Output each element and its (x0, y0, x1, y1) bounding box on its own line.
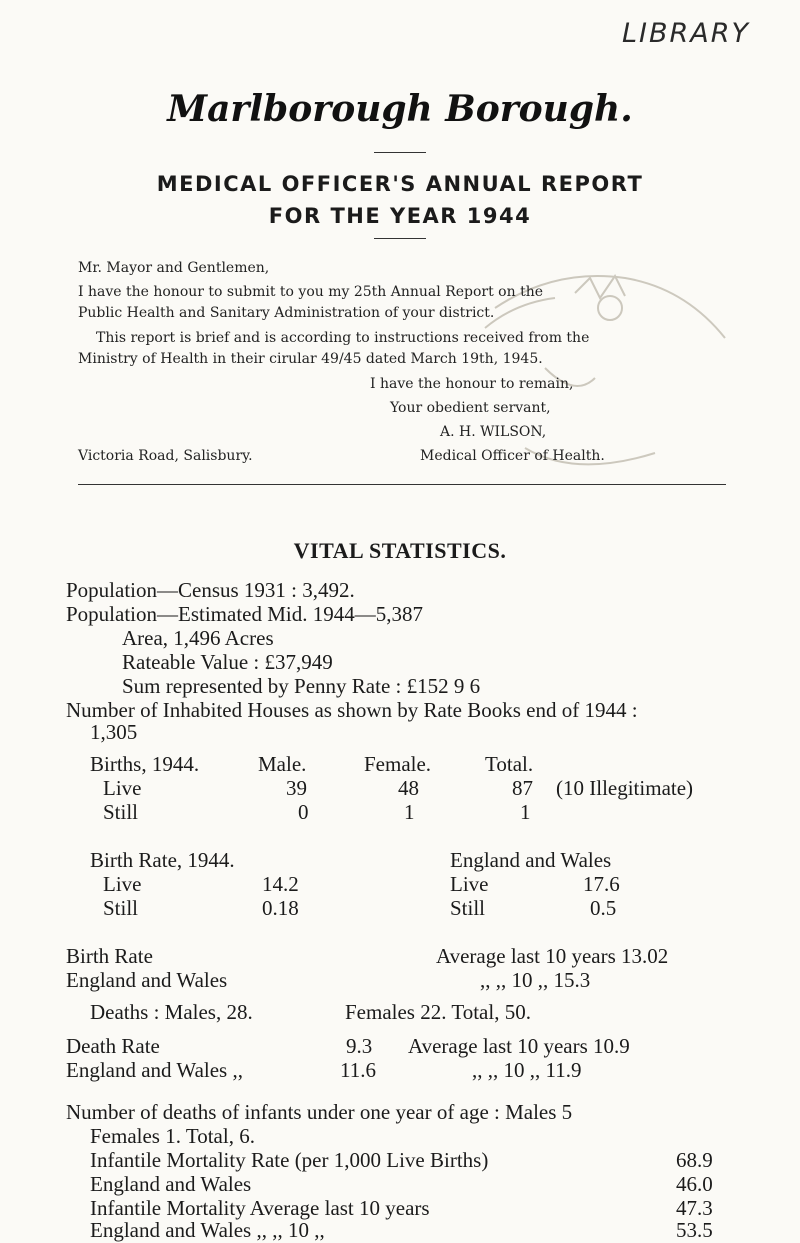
infant-mortality-rate-label: Infantile Mortality Rate (per 1,000 Live Births) (90, 1148, 489, 1172)
rateable-value: Rateable Value : £37,949 (122, 650, 333, 674)
infant-mortality-rate-value: 68.9 (676, 1148, 713, 1172)
ew-still-rate: 0.5 (590, 896, 617, 920)
ew-death-rate-avg: ,, ,, 10 ,, 11.9 (472, 1058, 582, 1082)
heading-divider (374, 238, 426, 239)
local-live-label: Live (103, 872, 142, 896)
signatory-name: A. H. WILSON, (440, 424, 547, 440)
inhabited-houses: Number of Inhabited Houses as shown by Rate Books end of 1944 : (66, 698, 638, 722)
death-rate-label: Death Rate (66, 1034, 160, 1058)
imr-avg-label: Infantile Mortality Average last 10 years (90, 1196, 430, 1220)
births-header-male: Male. (258, 752, 307, 776)
births-still-label: Still (103, 800, 139, 824)
letter-para1-line1: I have the honour to submit to you my 25th Annual Report on the (78, 284, 544, 300)
births-live-total: 87 (512, 776, 533, 800)
letter-para2-line2: Ministry of Health in their cirular 49/45 dated March 19th, 1945. (78, 351, 543, 367)
ew-imr-value: 46.0 (676, 1172, 713, 1196)
census-population: Population—Census 1931 : 3,492. (66, 578, 355, 602)
vital-statistics-title: VITAL STATISTICS. (293, 538, 507, 563)
letter-para1-line2: Public Health and Sanitary Administration of your district. (78, 305, 495, 321)
imr-avg-value: 47.3 (676, 1196, 713, 1220)
ew-still-label: Still (450, 896, 486, 920)
local-birth-rate-title: Birth Rate, 1944. (90, 848, 235, 872)
signatory-position: Medical Officer of Health. (420, 448, 605, 464)
penny-rate: Sum represented by Penny Rate : £152 9 6 (122, 674, 481, 698)
letter-servant: Your obedient servant, (390, 400, 551, 416)
ew-death-rate-value: 11.6 (340, 1058, 376, 1082)
local-still-rate: 0.18 (262, 896, 299, 920)
area: Area, 1,496 Acres (122, 626, 274, 650)
report-year: FOR THE YEAR 1944 (268, 204, 532, 228)
births-header-female: Female. (364, 752, 432, 776)
local-live-rate: 14.2 (262, 872, 299, 896)
library-stamp: LIBRARY (622, 18, 751, 49)
letter-address: Victoria Road, Salisbury. (78, 448, 253, 464)
ew-imr-avg-value: 53.5 (676, 1218, 713, 1242)
letter-para1 (78, 284, 728, 300)
births-live-note: (10 Illegitimate) (556, 776, 694, 800)
deaths-females-total: Females 22. Total, 50. (345, 1000, 531, 1024)
births-live-label: Live (103, 776, 142, 800)
ew-death-rate-label: England and Wales ,, (66, 1058, 243, 1082)
local-still-label: Still (103, 896, 139, 920)
ew-birth-avg-label: England and Wales (66, 968, 228, 992)
births-still-male: 0 (298, 800, 309, 824)
birth-rate-avg-text: Average last 10 years 13.02 (436, 944, 669, 968)
ew-live-rate: 17.6 (583, 872, 620, 896)
ew-imr-avg-label: England and Wales ,, ,, 10 ,, (90, 1218, 325, 1242)
report-title: MEDICAL OFFICER'S ANNUAL REPORT (156, 172, 644, 196)
ew-birth-rate-title: England and Wales (450, 848, 612, 872)
death-rate-avg: Average last 10 years 10.9 (408, 1034, 630, 1058)
death-rate-value: 9.3 (346, 1034, 373, 1058)
letter-closing: I have the honour to remain, (370, 376, 574, 392)
inhabited-houses-value: 1,305 (90, 720, 138, 744)
births-still-female: 1 (404, 800, 415, 824)
deaths-males: Deaths : Males, 28. (90, 1000, 253, 1024)
borough-title: Marlborough Borough. (167, 88, 633, 130)
births-live-female: 48 (398, 776, 419, 800)
ew-live-label: Live (450, 872, 489, 896)
estimated-population: Population—Estimated Mid. 1944—5,387 (66, 602, 423, 626)
ew-birth-avg-text: ,, ,, 10 ,, 15.3 (480, 968, 591, 992)
births-still-total: 1 (520, 800, 531, 824)
letter-para2-line1: This report is brief and is according to instructions received from the (96, 330, 590, 346)
salutation: Mr. Mayor and Gentlemen, (78, 260, 270, 276)
infant-deaths-females: Females 1. Total, 6. (90, 1124, 255, 1148)
ew-imr-label: England and Wales (90, 1172, 252, 1196)
births-live-male: 39 (286, 776, 307, 800)
title-divider (374, 152, 426, 153)
birth-rate-avg-label: Birth Rate (66, 944, 153, 968)
births-header-label: Births, 1944. (90, 752, 200, 776)
infant-deaths: Number of deaths of infants under one year of age : Males 5 (66, 1100, 573, 1124)
section-divider (78, 484, 726, 485)
births-header-total: Total. (485, 752, 534, 776)
